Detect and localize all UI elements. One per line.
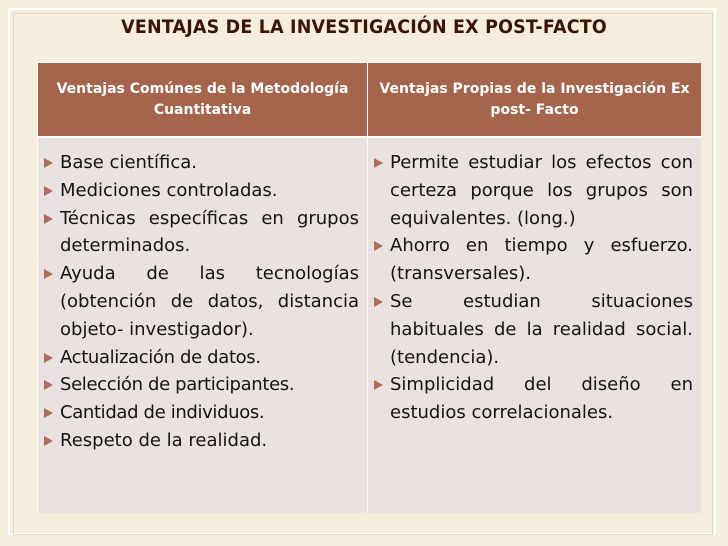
comparison-table xyxy=(37,62,700,512)
list-item: Se estudian situaciones habituales de la realidad social. (tendencia). xyxy=(372,288,693,371)
list-item: Simplicidad del diseño en estudios correlacionales. xyxy=(372,371,693,427)
common-advantages-list xyxy=(42,149,359,455)
header-common-advantages: Ventajas Comúnes de la Metodología Cuantitativa xyxy=(38,63,368,136)
list-item: Ahorro en tiempo y esfuerzo. (transversales). xyxy=(372,232,693,288)
list-item: Ayuda de las tecnologías (obtención de datos, distancia objeto- investigador). xyxy=(42,260,359,343)
list-item: Mediciones controladas. xyxy=(42,177,359,205)
list-item: Actualización de datos. xyxy=(42,344,359,372)
slide-title: VENTAJAS DE LA INVESTIGACIÓN EX POST-FACTO xyxy=(121,16,607,38)
list-item: Respeto de la realidad. xyxy=(42,427,359,455)
common-advantages-cell xyxy=(38,136,368,513)
list-item: Selección de participantes. xyxy=(42,371,359,399)
list-item: Base científica. xyxy=(42,149,359,177)
list-item: Técnicas específicas en grupos determinados. xyxy=(42,205,359,261)
header-expostfacto-advantages: Ventajas Propias de la Investigación Ex post- Facto xyxy=(368,63,701,136)
list-item: Cantidad de individuos. xyxy=(42,399,359,427)
list-item: Permite estudiar los efectos con certeza porque los grupos son equivalentes. (long.) xyxy=(372,149,693,232)
expostfacto-advantages-cell xyxy=(368,136,701,513)
expostfacto-advantages-list xyxy=(372,149,693,427)
